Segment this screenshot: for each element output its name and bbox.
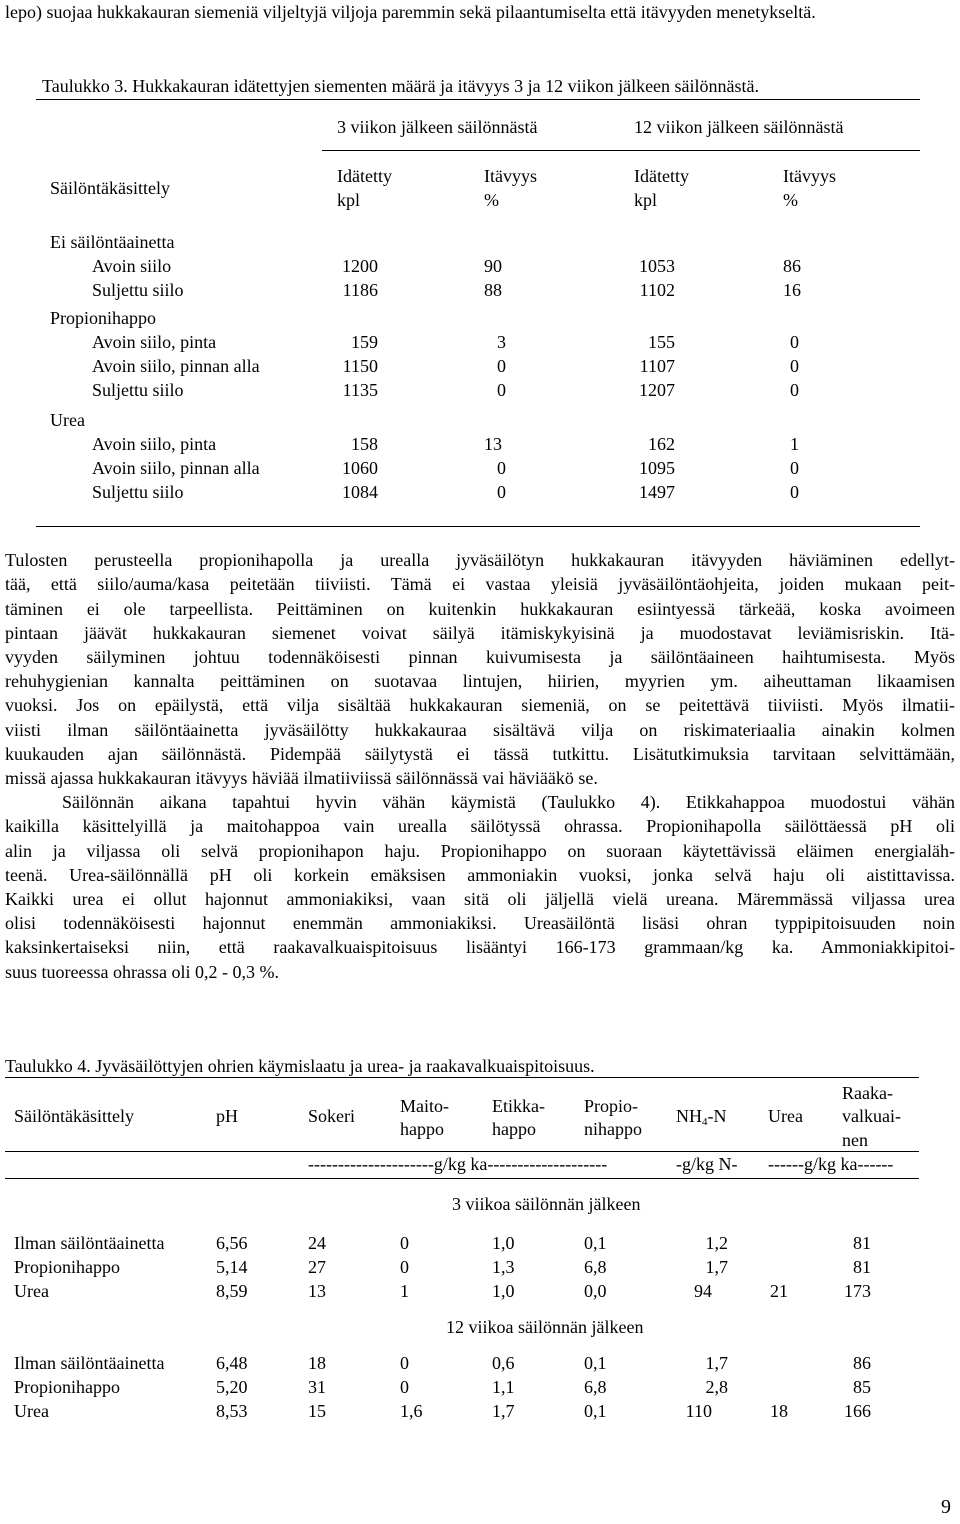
table3-col4-name: Itävyys (783, 166, 836, 186)
table4-header-propio-2: nihappo (584, 1119, 642, 1139)
table4-cell: 5,20 (216, 1377, 248, 1397)
table4-header-raaka-2: valkuai- (842, 1106, 901, 1126)
table3-col3-name: Idätetty (634, 166, 689, 186)
table4-cell: 0 (400, 1233, 409, 1253)
table4-cell: 8,59 (216, 1281, 248, 1301)
table3-col3-unit: kpl (634, 190, 658, 210)
table4-section-title: 12 viikoa säilönnän jälkeen (446, 1317, 644, 1337)
table3-cell: 0 (790, 482, 799, 502)
body-line: teenä. Urea-säilönnällä pH oli korkein emäksisen ammoniakin vuoksi, jonka selvä haju oli aistittavissa. (5, 865, 955, 885)
table4-cell: 8,53 (216, 1401, 248, 1421)
table4-cell: 27 (308, 1257, 326, 1277)
table3-group-header-12wk: 12 viikon jälkeen säilönnästä (634, 117, 844, 137)
table4-unit-gkg-2: ------g/kg ka------ (768, 1154, 894, 1174)
table4-cell: 1,3 (492, 1257, 515, 1277)
table4-top-rule (5, 1077, 919, 1078)
body-line: olisi todennäköisesti hajonnut enemmän ammoniakiksi. Ureasäilöntä lisäsi ohran typpipitoisuuden noin (5, 913, 955, 933)
table3-row-label: Suljettu siilo (92, 482, 184, 502)
table3-caption: Taulukko 3. Hukkakauran idätettyjen siementen määrä ja itävyys 3 ja 12 viikon jälkeen säilönnästä. (42, 76, 760, 96)
table3-cell: 0 (497, 380, 506, 400)
table3-cell: 155 (648, 332, 675, 352)
table4-cell: 31 (308, 1377, 326, 1397)
table3-cell: 13 (484, 434, 502, 454)
table3-row-label: Suljettu siilo (92, 280, 184, 300)
table3-row-label: Avoin siilo, pinnan alla (92, 356, 260, 376)
table4-cell: 0,1 (584, 1401, 607, 1421)
table3-cell: 1095 (639, 458, 675, 478)
body-line: viisti ilman säilöntäainetta jyväsäilötty hukkakauraa sisältävä vilja on riskimateriaalia ainakin kolmen (5, 720, 955, 740)
table4-cell: 0 (400, 1257, 409, 1277)
table3-cell: 1084 (342, 482, 378, 502)
table4-cell: 1,7 (705, 1257, 728, 1277)
table4-cell: 24 (308, 1233, 326, 1253)
table3-cell: 0 (497, 458, 506, 478)
table4-cell: 1 (400, 1281, 409, 1301)
body-line: rehuhygienian kannalta peittäminen on suotavaa lintujen, hiirien, myyrien ym. aiheuttaman likaamisen (5, 671, 955, 691)
table3-cell: 1200 (342, 256, 378, 276)
body-line: vyyden säilyminen johtuu todennäköisesti pinnan kuivumisesta ja säilöntäaineen haihtumisesta. Myös (5, 647, 955, 667)
table3-col2-unit: % (484, 190, 499, 210)
table4-cell: 6,8 (584, 1257, 607, 1277)
body-line: Tulosten perusteella propionihapolla ja urealla jyväsäilötyn hukkakauran itävyyden häviäminen edellyt- (5, 550, 955, 570)
table4-header-ph: pH (216, 1106, 238, 1126)
body-line: kuukauden ajan säilönnästä. Pidempää säilytystä ei tässä tutkittu. Lisätutkimuksia tarvitaan selvittämään, (5, 744, 955, 764)
table4-cell: 1,0 (492, 1233, 515, 1253)
table4-cell: 81 (853, 1233, 871, 1253)
table4-cell: 81 (853, 1257, 871, 1277)
table3-cell: 1102 (639, 280, 675, 300)
table3-cell: 158 (351, 434, 378, 454)
table4-cell: 1,1 (492, 1377, 515, 1397)
table3-cell: 1186 (342, 280, 378, 300)
table3-cell: 1497 (639, 482, 675, 502)
table3-row-label: Avoin siilo (92, 256, 172, 276)
table4-cell: 6,8 (584, 1377, 607, 1397)
table3-cell: 0 (790, 458, 799, 478)
table4-cell: 85 (853, 1377, 871, 1397)
table3-group-label: Propionihappo (50, 308, 156, 328)
body-line: alin ja viljassa oli selvä propionihapon haju. Propionihappo on suoraan käytettävissä eläimen energialäh- (5, 841, 955, 861)
table3-row-header: Säilöntäkäsittely (50, 178, 170, 198)
table3-cell: 1207 (639, 380, 675, 400)
table3-cell: 1053 (639, 256, 675, 276)
table3-row-label: Suljettu siilo (92, 380, 184, 400)
table4-cell: 18 (308, 1353, 326, 1373)
table3-cell: 1107 (639, 356, 675, 376)
page-number: 9 (941, 1496, 951, 1518)
table3-cell: 0 (790, 332, 799, 352)
table4-cell: 1,0 (492, 1281, 515, 1301)
table4-cell: 13 (308, 1281, 326, 1301)
table3-group-label: Ei säilöntäainetta (50, 232, 175, 252)
table4-header-urea: Urea (768, 1106, 803, 1126)
table3-cell: 1135 (342, 380, 378, 400)
table3-cell: 0 (497, 482, 506, 502)
table4-header-rule (5, 1151, 919, 1152)
table4-cell: 1,7 (705, 1353, 728, 1373)
body-line-last: suus tuoreessa ohrassa oli 0,2 - 0,3 %. (5, 962, 279, 982)
table3-col1-name: Idätetty (337, 166, 392, 186)
table4-cell: 173 (844, 1281, 871, 1301)
table3-col4-unit: % (783, 190, 798, 210)
table4-cell: 0,1 (584, 1353, 607, 1373)
table4-cell: 1,2 (705, 1233, 728, 1253)
body-line: vuoksi. Jos on epäilystä, että vilja sisältää hukkakauran siemeniä, on se peitettävä tiiviisti. Myös ilmatii- (5, 695, 955, 715)
table4-row-label: Ilman säilöntäainetta (14, 1233, 165, 1253)
table4-cell: 0 (400, 1377, 409, 1397)
table4-unit-gkgn: -g/kg N- (676, 1154, 738, 1174)
table4-cell: 86 (853, 1353, 871, 1373)
table4-cell: 0,6 (492, 1353, 515, 1373)
table3-cell: 1 (790, 434, 799, 454)
table3-cell: 159 (351, 332, 378, 352)
table3-col1-unit: kpl (337, 190, 361, 210)
table4-cell: 21 (770, 1281, 788, 1301)
table3-row-label: Avoin siilo, pinnan alla (92, 458, 260, 478)
table4-caption: Taulukko 4. Jyväsäilöttyjen ohrien käymislaatu ja urea- ja raakavalkuaispitoisuus. (5, 1056, 595, 1076)
table4-cell: 1,6 (400, 1401, 423, 1421)
table3-cell: 162 (648, 434, 675, 454)
table4-unit-rule (5, 1178, 919, 1179)
table4-row-label: Ilman säilöntäainetta (14, 1353, 165, 1373)
table4-cell: 0,0 (584, 1281, 607, 1301)
table4-header-raaka-1: Raaka- (842, 1083, 893, 1103)
table4-header-nh4n: $NH_4-N$ (676, 1106, 727, 1128)
table4-header-treatment: Säilöntäkäsittely (14, 1106, 134, 1126)
table3-group-rule (322, 150, 920, 151)
table4-unit-gkg: ---------------------g/kg ka-------------------- (308, 1154, 608, 1174)
table4-header-raaka-3: nen (842, 1130, 868, 1150)
table3-cell: 16 (783, 280, 801, 300)
table4-header-propio-1: Propio- (584, 1096, 638, 1116)
table4-cell: 166 (844, 1401, 871, 1421)
table3-row-label: Avoin siilo, pinta (92, 434, 217, 454)
table4-cell: 0 (400, 1353, 409, 1373)
table3-col2-name: Itävyys (484, 166, 537, 186)
table4-header-maito-2: happo (400, 1119, 444, 1139)
table4-cell: 6,56 (216, 1233, 248, 1253)
table4-row-label: Propionihappo (14, 1257, 120, 1277)
table3-cell: 0 (790, 356, 799, 376)
table4-cell: 0,1 (584, 1233, 607, 1253)
table3-bottom-rule (36, 526, 920, 527)
table3-group-label: Urea (50, 410, 85, 430)
table4-cell: 94 (694, 1281, 712, 1301)
table4-cell: 15 (308, 1401, 326, 1421)
table4-header-maito-1: Maito- (400, 1096, 449, 1116)
table3-cell: 0 (790, 380, 799, 400)
table3-cell: 90 (484, 256, 502, 276)
table4-header-etikka-2: happo (492, 1119, 536, 1139)
table3-group-header-3wk: 3 viikon jälkeen säilönnästä (337, 117, 538, 137)
table3-cell: 0 (497, 356, 506, 376)
table3-cell: 3 (497, 332, 506, 352)
table4-row-label: Urea (14, 1401, 49, 1421)
table3-cell: 86 (783, 256, 801, 276)
body-line: Säilönnän aikana tapahtui hyvin vähän käymistä (Taulukko 4). Etikkahappoa muodostui vähän (62, 792, 955, 812)
table4-header-etikka-1: Etikka- (492, 1096, 545, 1116)
table3-cell: 1150 (342, 356, 378, 376)
table3-cell: 1060 (342, 458, 378, 478)
intro-paragraph: lepo) suojaa hukkakauran siemeniä viljeltyjä viljoja paremmin sekä pilaantumiselta että itävyyden menetykseltä. (5, 2, 816, 22)
table4-row-label: Urea (14, 1281, 49, 1301)
table4-cell: 18 (770, 1401, 788, 1421)
table4-cell: 5,14 (216, 1257, 248, 1277)
body-line: Kaikki urea ei ollut hajonnut ammoniakiksi, vaan sitä oli jäljellä vielä ureana. Märemmässä viljassa urea (5, 889, 955, 909)
table3-cell: 88 (484, 280, 502, 300)
table3-top-rule (36, 99, 920, 100)
table4-cell: 2,8 (705, 1377, 728, 1397)
body-line: missä ajassa hukkakauran itävyys häviää ilmatiiviissä säilönnässä vai häviääkö se. (5, 768, 598, 788)
body-line: täminen ei ole tarpeellista. Peittäminen on kuitenkin hukkakauran esiintyessä tärkeää, koska avoimeen (5, 599, 955, 619)
body-line: kaksinkertaiseksi niin, että raakavalkuaispitoisuus lisääntyi 166-173 grammaan/kg ka. Ammoniakkipitoi- (5, 937, 955, 957)
body-line: kaikilla käsittelyillä ja maitohappoa vain urealla säilötyssä ohrassa. Propionihapolla säilöttäessä pH oli (5, 816, 955, 836)
table4-cell: 1,7 (492, 1401, 515, 1421)
table4-header-sokeri: Sokeri (308, 1106, 355, 1126)
table4-cell: 110 (685, 1401, 712, 1421)
table3-row-label: Avoin siilo, pinta (92, 332, 217, 352)
table4-section-title: 3 viikoa säilönnän jälkeen (452, 1194, 641, 1214)
body-line: pintaan jäävät hukkakauran siemenet voivat säilyä itämiskykyisinä ja muodostavat leviämisriskin. Itä- (5, 623, 955, 643)
table4-cell: 6,48 (216, 1353, 248, 1373)
table4-row-label: Propionihappo (14, 1377, 120, 1397)
body-line: tää, että siilo/auma/kasa peitetään tiiviisti. Tämä ei vastaa yleisiä jyväsäilöntäohjeita, joiden mukaan peit- (5, 574, 955, 594)
